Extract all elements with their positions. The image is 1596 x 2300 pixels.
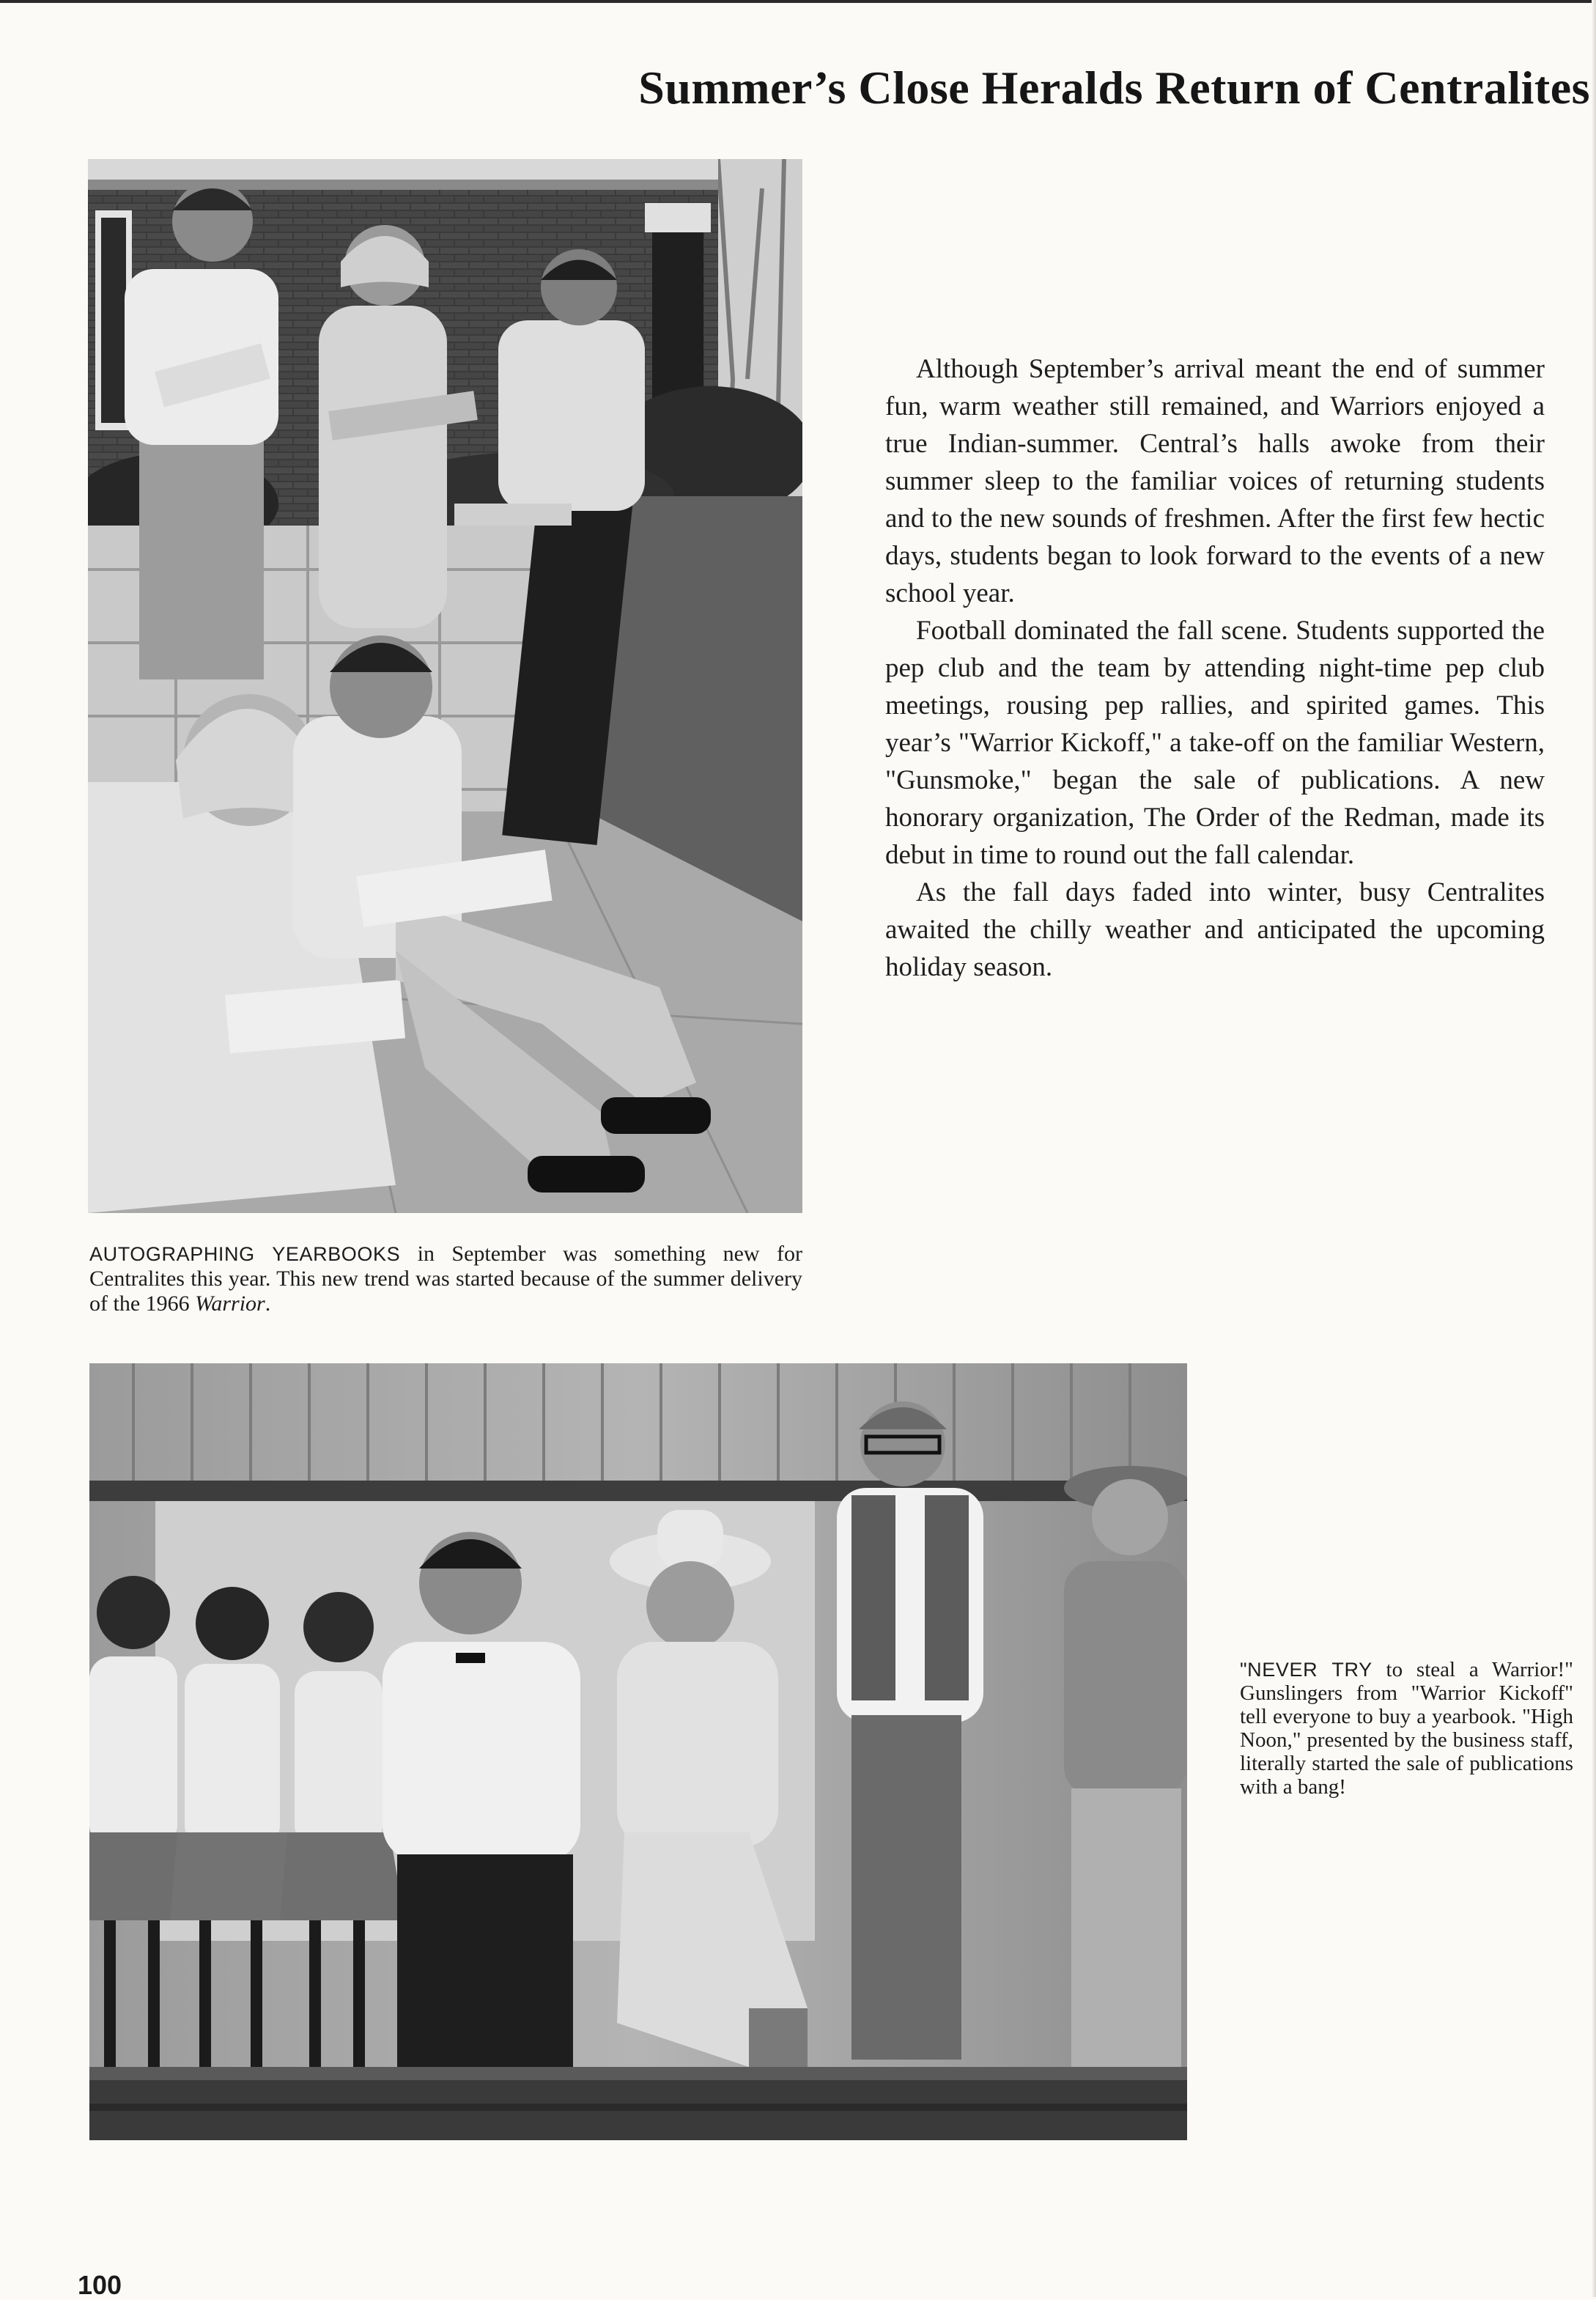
caption-top-italic: Warrior xyxy=(195,1291,265,1316)
caption-never-try xyxy=(1240,1658,1573,1799)
caption-top-end: . xyxy=(265,1291,271,1316)
top-rule xyxy=(0,0,1596,3)
body-paragraph-3: As the fall days faded into winter, busy Centralites awaited the chilly weather and anticipated the upcoming holiday season. xyxy=(885,877,1545,982)
caption-bottom-lead: "NEVER TRY xyxy=(1240,1659,1373,1681)
caption-top-lead: AUTOGRAPHING YEARBOOKS xyxy=(89,1243,401,1265)
body-paragraph-2: Football dominated the fall scene. Students supported the pep club and the team by attending night-time pep club meetings, rousing pep rallies, and spirited games. This year’s "Warrior Kickoff," a take-off on the familiar Western, "Gunsmoke," began the sale of publications. A new honorary organization, The Order of the Redman, made its debut in time to round out the fall calendar. xyxy=(885,616,1545,870)
caption-autographing-yearbooks xyxy=(89,1242,802,1316)
caption-top-text: in September was something new for Centralites this year. This new trend was started because of the summer delivery of the 1966 xyxy=(89,1242,802,1316)
page-edge-shadow xyxy=(1592,0,1596,2297)
page-headline: Summer’s Close Heralds Return of Centralites xyxy=(638,62,1590,114)
photo-students-autographing-yearbooks xyxy=(88,159,802,1213)
caption-bottom-text: to steal a Warrior!" Gunslingers from "Warrior Kickoff" tell everyone to buy a yearbook. "High Noon," presented by the business staff, literally started the sale of publications with a bang! xyxy=(1240,1658,1573,1799)
photo-top-illustration xyxy=(88,159,802,1213)
photo-bottom-illustration xyxy=(89,1363,1187,2140)
page-number: 100 xyxy=(78,2270,122,2300)
article-body xyxy=(885,350,1545,986)
photo-warrior-kickoff-gunslingers xyxy=(89,1363,1187,2140)
body-paragraph-1: Although September’s arrival meant the end of summer fun, warm weather still remained, and Warriors enjoyed a true Indian-summer. Central’s halls awoke from their summer sleep to the familiar voices of returning students and to the new sounds of freshmen. After the first few hectic days, students began to look forward to the events of a new school year. xyxy=(885,354,1545,608)
